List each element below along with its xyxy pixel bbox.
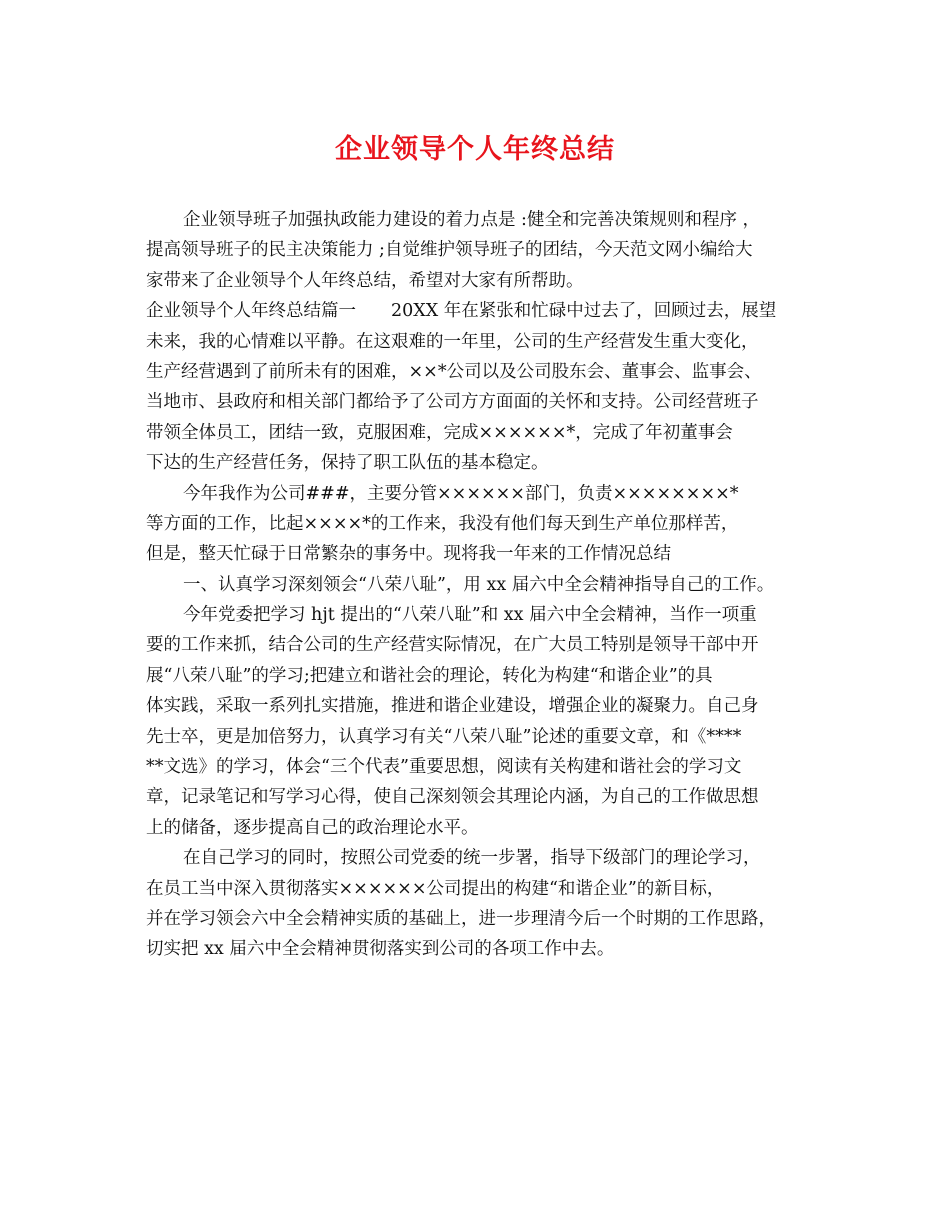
text-line: 切实把 xx 届六中全会精神贯彻落实到公司的各项工作中去。 [146, 939, 615, 960]
text-line: 今年我作为公司###，主要分管××××××部门，负责××××××××* [183, 483, 739, 504]
text-line: 生产经营遇到了前所未有的困难，××*公司以及公司股东会、董事会、监事会、 [146, 361, 762, 382]
text-line: 未来，我的心情难以平静。在这艰难的一年里，公司的生产经营发生重大变化， [146, 331, 759, 352]
text-line: 章，记录笔记和写学习心得，使自己深刻领会其理论内涵，为自己的工作做思想 [146, 787, 759, 808]
text-line: 体实践，采取一系列扎实措施，推进和谐企业建设，增强企业的凝聚力。自己身 [146, 696, 759, 717]
text-line: 并在学习领会六中全会精神实质的基础上，进一步理清今后一个时期的工作思路， [146, 908, 776, 929]
text-line: 企业领导个人年终总结篇一 20XX 年在紧张和忙碌中过去了，回顾过去，展望 [146, 301, 777, 322]
document-body [146, 205, 816, 965]
text-line: 但是，整天忙碌于日常繁杂的事务中。现将我一年来的工作情况总结 [146, 544, 671, 565]
text-line: 在员工当中深入贯彻落实××××××公司提出的构建“和谐企业”的新目标， [146, 878, 725, 899]
text-line: 提高领导班子的民主决策能力 ;自觉维护领导班子的团结，今天范文网小编给大 [146, 240, 753, 261]
text-line: 今年党委把学习 hjt 提出的“八荣八耻”和 xx 届六中全会精神，当作一项重 [183, 605, 757, 626]
page-title: 企业领导个人年终总结 [335, 134, 615, 165]
text-line: 展“八荣八耻”的学习;把建立和谐社会的理论，转化为构建“和谐企业”的具 [146, 665, 713, 686]
text-line: 企业领导班子加强执政能力建设的着力点是 :健全和完善决策规则和程序 ， [183, 210, 761, 230]
text-line: 当地市、县政府和相关部门都给予了公司方方面面的关怀和支持。公司经营班子 [146, 392, 759, 413]
text-line: 下达的生产经营任务，保持了职工队伍的基本稳定。 [146, 453, 549, 474]
text-line: 带领全体员工，团结一致，克服困难，完成××××××*，完成了年初董事会 [146, 422, 733, 443]
text-line: **文选》的学习，体会“三个代表”重要思想，阅读有关构建和谐社会的学习文 [146, 757, 742, 778]
text-line: 一、认真学习深刻领会“八荣八耻”，用 xx 届六中全会精神指导自己的工作。 [183, 574, 775, 595]
text-line: 要的工作来抓，结合公司的生产经营实际情况，在广大员工特别是领导干部中开 [146, 635, 759, 656]
text-line: 在自己学习的同时，按照公司党委的统一步署，指导下级部门的理论学习， [183, 848, 761, 869]
text-line: 家带来了企业领导个人年终总结，希望对大家有所帮助。 [146, 270, 584, 291]
text-line: 等方面的工作，比起××××*的工作来，我没有他们每天到生产单位那样苦， [146, 513, 739, 534]
text-line: 上的储备，逐步提高自己的政治理论水平。 [146, 817, 479, 838]
text-line: 先士卒，更是加倍努力，认真学习有关“八荣八耻”论述的重要文章，和《**** [146, 726, 742, 747]
